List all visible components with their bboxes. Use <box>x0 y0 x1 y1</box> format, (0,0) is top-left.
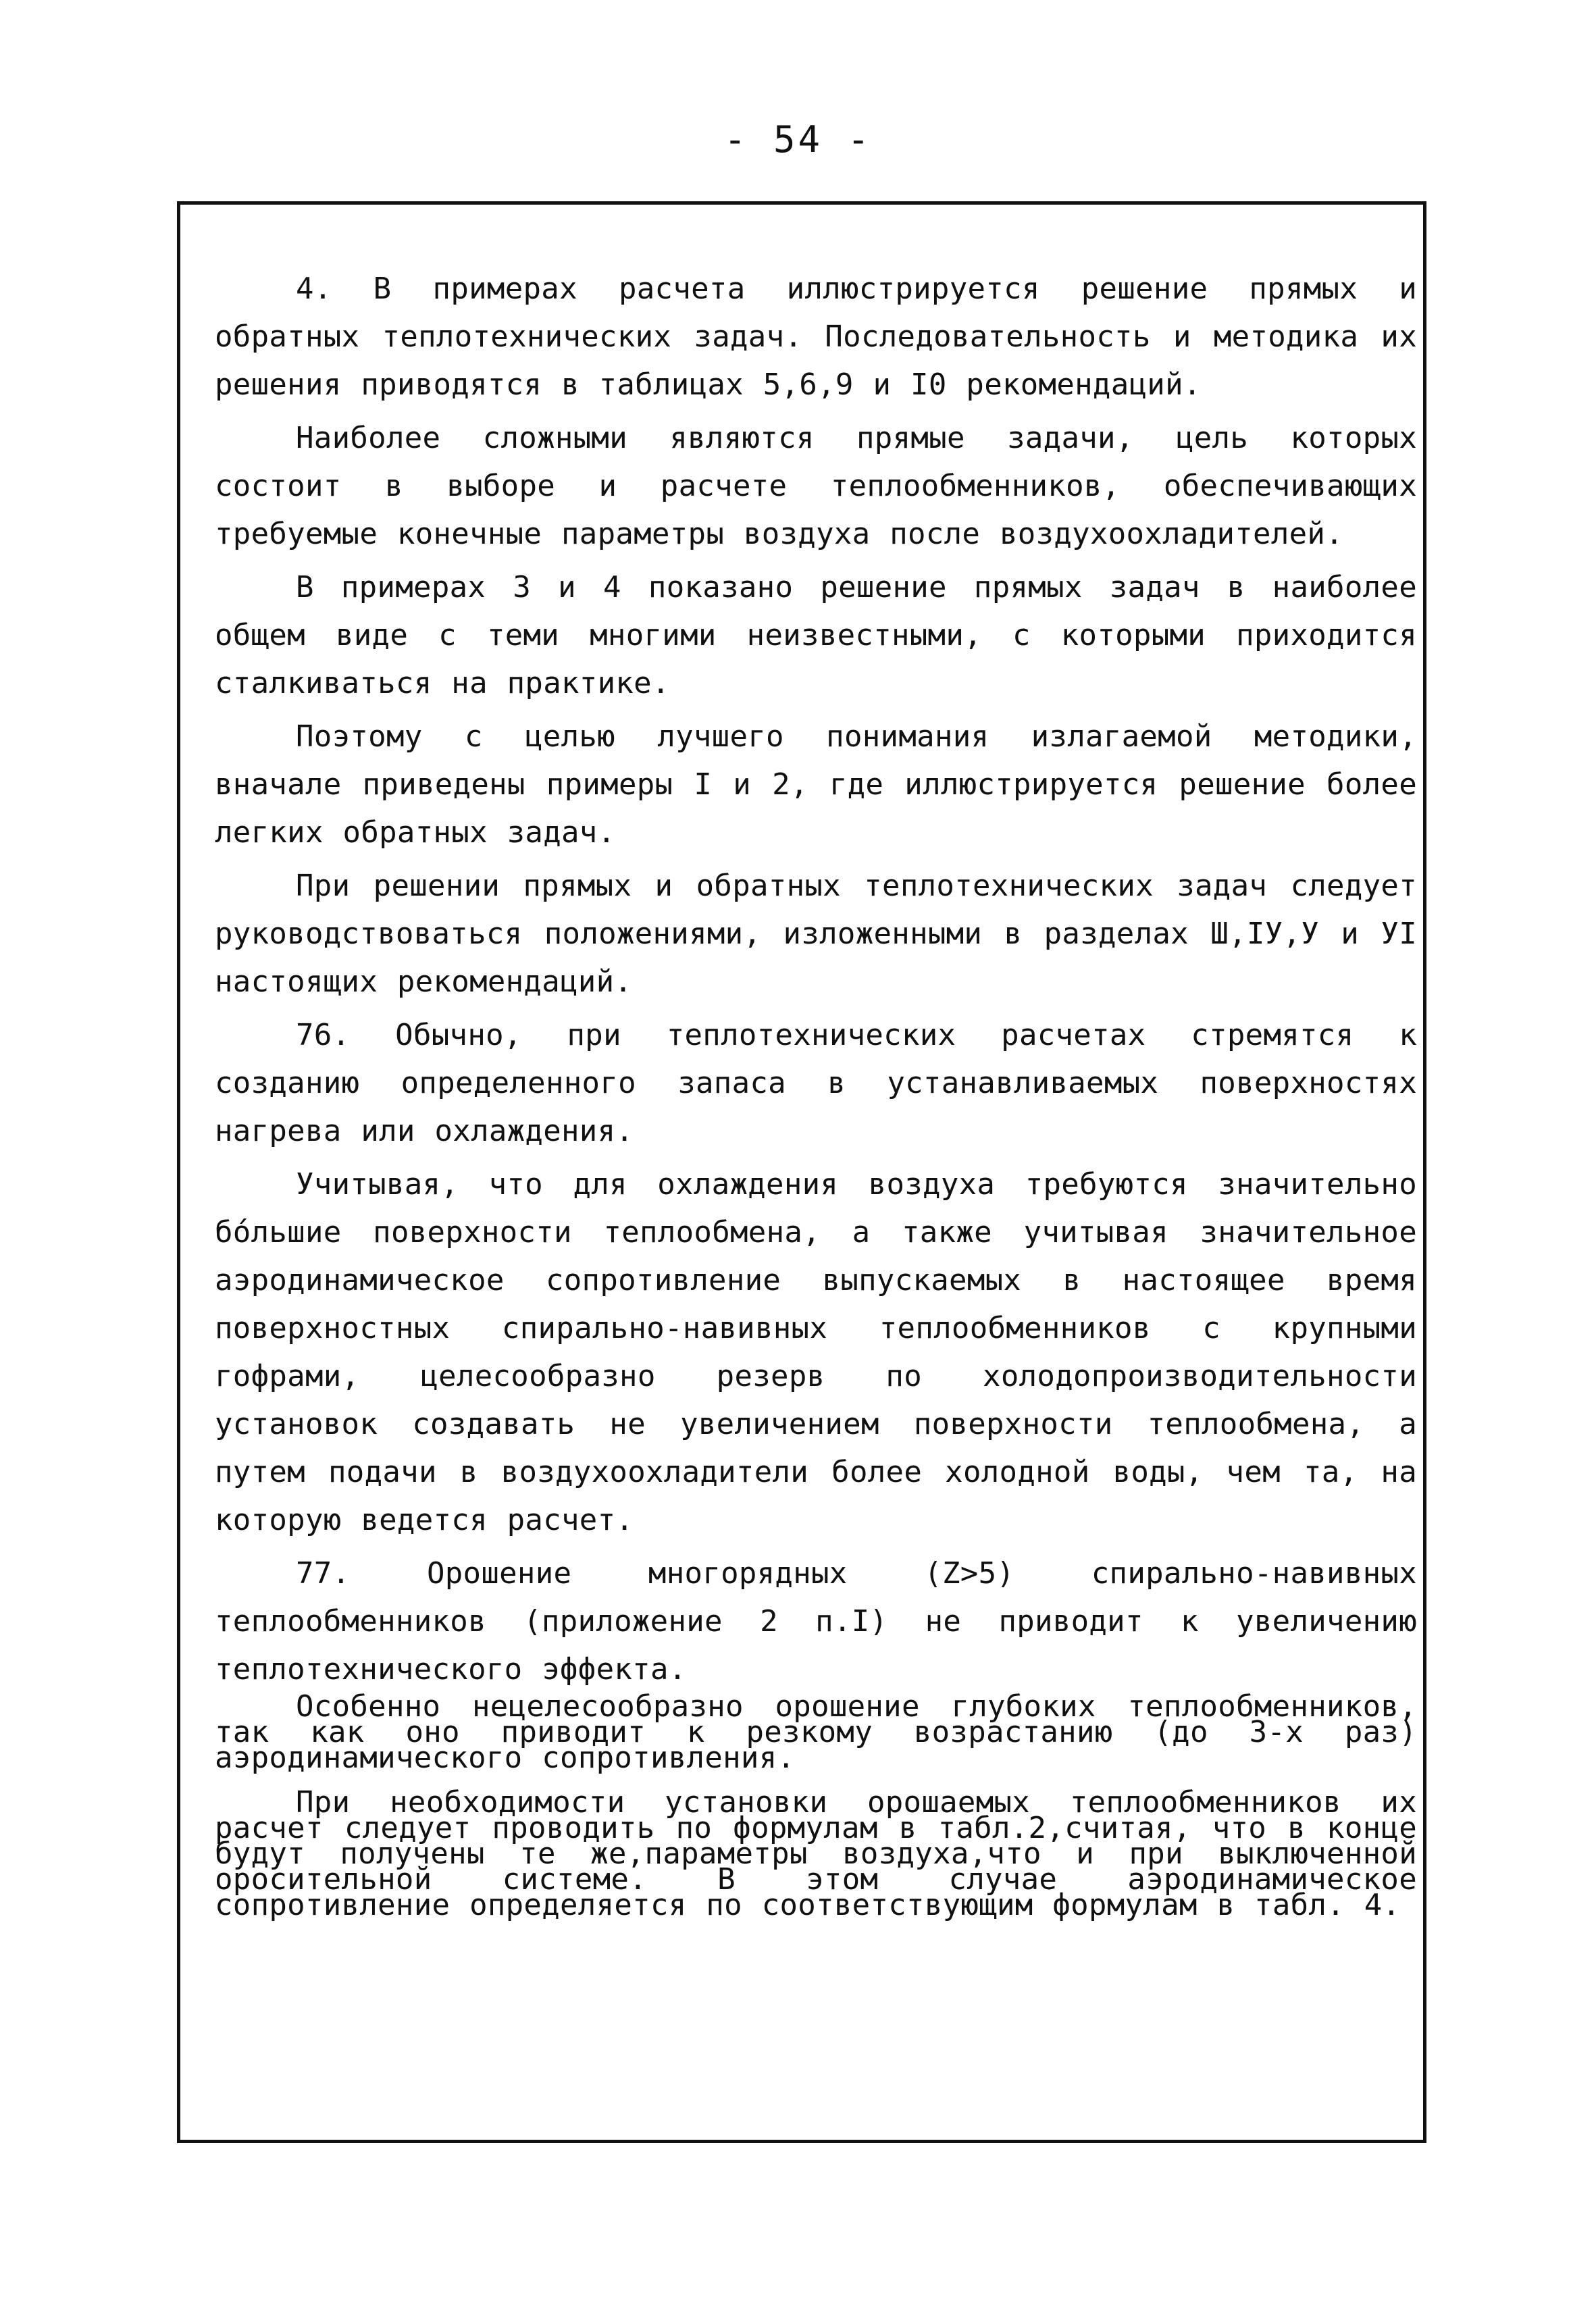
paragraph-1: 4. В примерах расчета иллюстрируется решение прямых и обратных теплотехнических задач. Последовательность и методика их решения приводятся в таблицах 5,6,9 и I0 рекомендаций. <box>215 272 1417 402</box>
paragraph-9: Особенно нецелесообразно орошение глубоких теплообменников, так как оно приводит к резкому возрастанию (до 3-х раз) аэродинамического сопротивления. <box>215 1689 1417 1775</box>
paragraph-6: 76. Обычно, при теплотехнических расчетах стремятся к созданию определенного запаса в устанавливаемых поверхностях нагрева или охлаждения. <box>215 1018 1417 1148</box>
paragraph-10: При необходимости установки орошаемых теплообменников их расчет следует проводить по формулам в табл.2,считая, что в конце будут получены те же,параметры воздуха,что и при выключенной оросительной системе. В этом случае аэродинамическое сопротивление определяется по соответствующим формулам в табл. 4. <box>215 1785 1417 1922</box>
paragraph-4: Поэтому с целью лучшего понимания излагаемой методики, вначале приведены примеры I и 2, где иллюстрируется решение более легких обратных задач. <box>215 719 1417 850</box>
paragraph-5: При решении прямых и обратных теплотехнических задач следует руководствоваться положениями, изложенными в разделах Ш,IУ,У и УI настоящих рекомендаций. <box>215 869 1417 999</box>
paragraph-8: 77. Орошение многорядных (Z>5) спирально-навивных теплообменников (приложение 2 п.I) не приводит к увеличению теплотехнического эффекта. <box>215 1556 1417 1687</box>
paragraph-7: Учитывая, что для охлаждения воздуха требуются значительно бо́льшие поверхности теплообмена, а также учитывая значительное аэродинамическое сопротивление выпускаемых в настоящее время поверхностных спирально-навивных теплообменников с крупными гофрами, целесообразно резерв по холодопроизводительности установок создавать не увеличением поверхности теплообмена, а путем подачи в воздухоохладители более холодной воды, чем та, на которую ведется расчет. <box>215 1167 1417 1537</box>
main-text <box>215 265 1417 1693</box>
paragraph-2: Наиболее сложными являются прямые задачи, цель которых состоит в выборе и расчете теплообменников, обеспечивающих требуемые конечные параметры воздуха после воздухоохладителей. <box>215 421 1417 551</box>
paragraph-3: В примерах 3 и 4 показано решение прямых задач в наиболее общем виде с теми многими неизвестными, с которыми приходится сталкиваться на практике. <box>215 570 1417 700</box>
page-number: - 54 - <box>723 118 873 161</box>
tight-text <box>215 1689 1417 1937</box>
